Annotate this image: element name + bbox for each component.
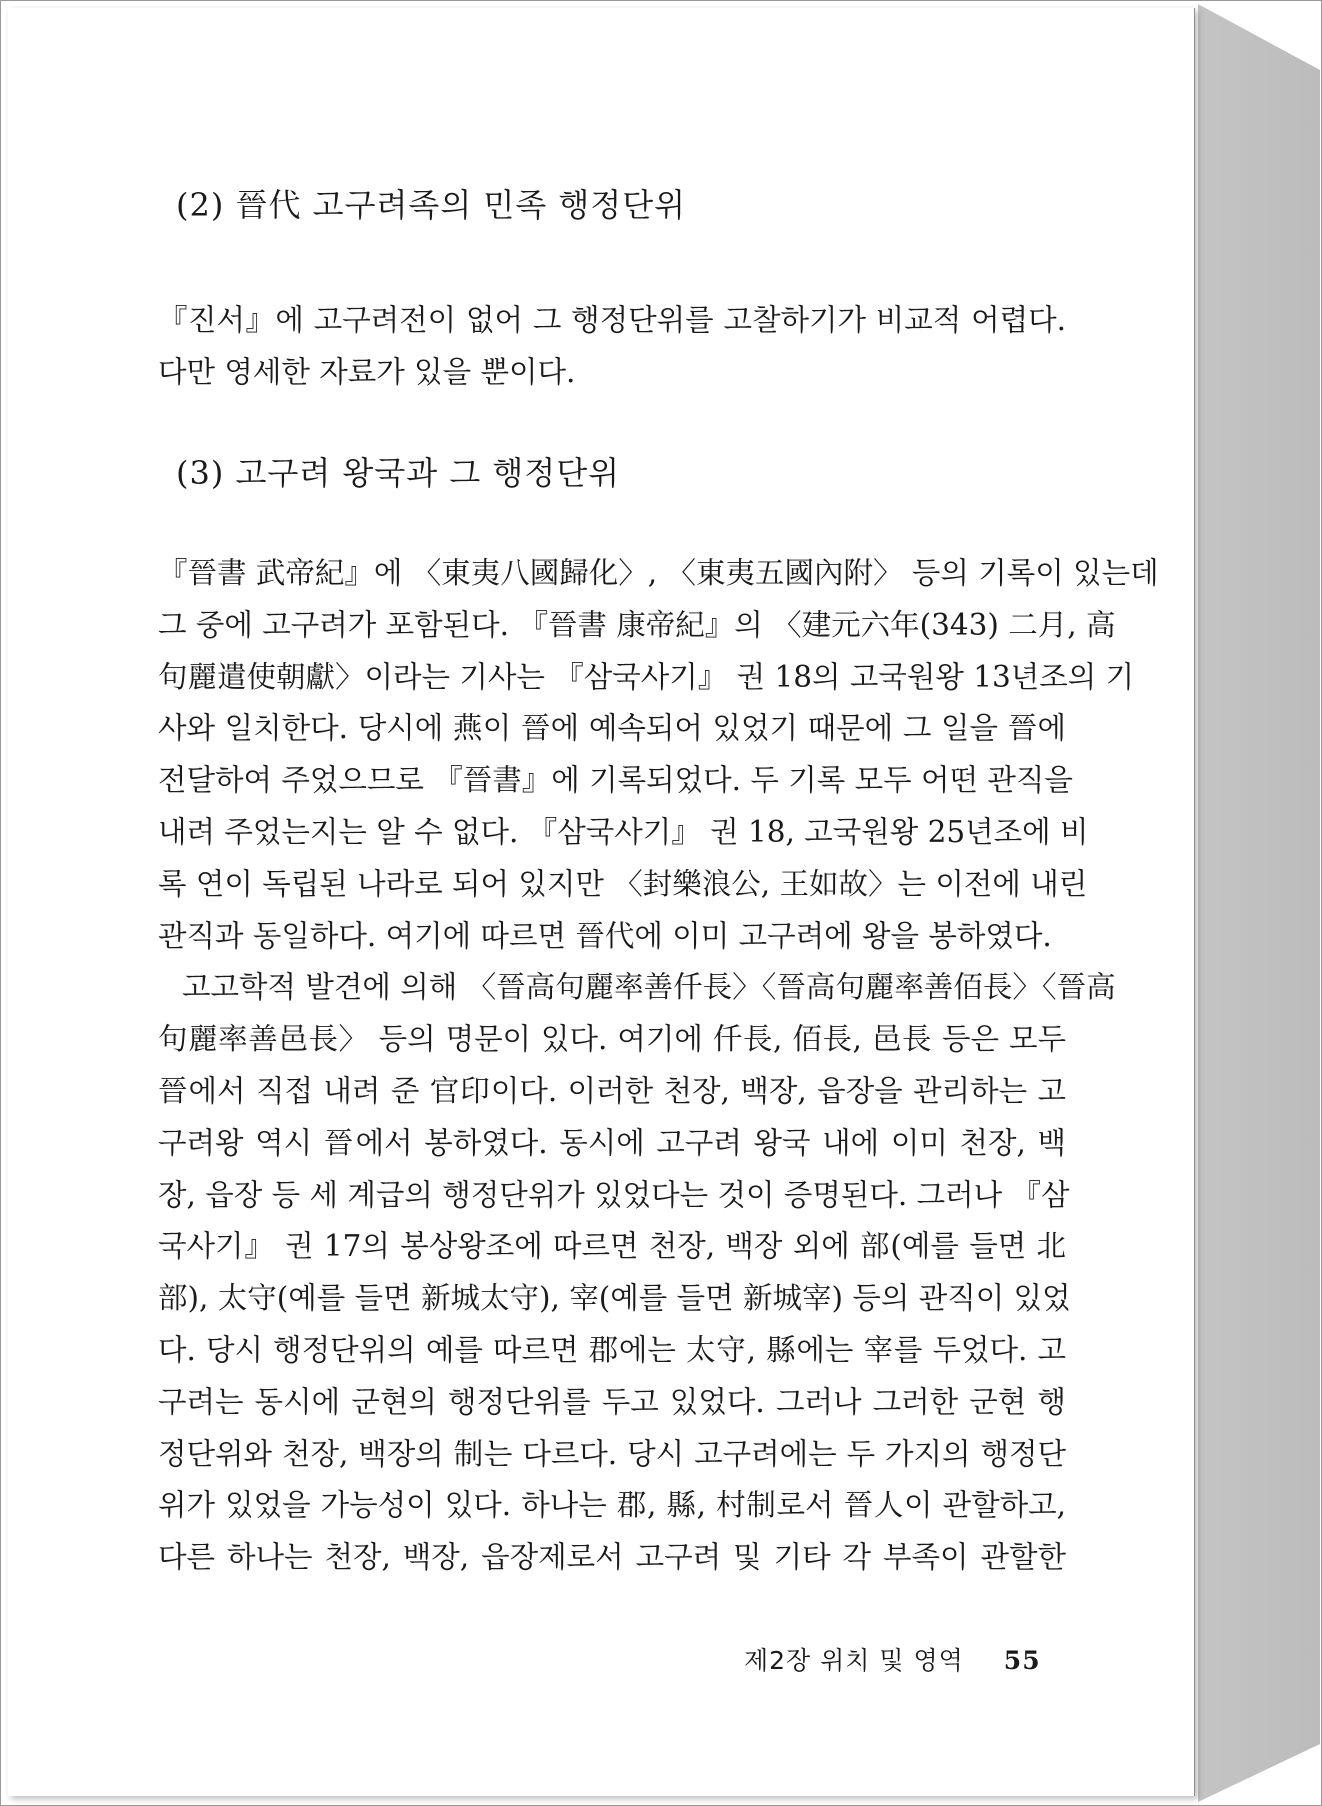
text-line: 고고학적 발견에 의해 〈晉高句麗率善仟長〉〈晉高句麗率善佰長〉〈晉高 bbox=[182, 970, 1116, 1005]
text-line: 『진서』에 고구려전이 없어 그 행정단위를 고찰하기가 비교적 어렵다. bbox=[158, 303, 1066, 337]
text-line: 전달하여 주었으므로 『晉書』에 기록되었다. 두 기록 모두 어떤 관직을 bbox=[158, 763, 1073, 798]
text-line: 部), 太守(예를 들면 新城太守), 宰(예를 들면 新城宰) 등의 관직이 있었 bbox=[158, 1281, 1071, 1316]
text-line: 다른 하나는 천장, 백장, 읍장제로서 고구려 및 기타 각 부족이 관할한 bbox=[158, 1540, 1066, 1575]
text-line: 句麗遣使朝獻〉이라는 기사는 『삼국사기』 권 18의 고국원왕 13년조의 기 bbox=[158, 659, 1135, 694]
section-3-paragraph-1 bbox=[158, 548, 1159, 1584]
text-line: 국사기』 권 17의 봉상왕조에 따르면 천장, 백장 외에 部(예를 들면 北 bbox=[158, 1229, 1066, 1264]
text-line: 다만 영세한 자료가 있을 뿐이다. bbox=[158, 354, 576, 389]
text-line: 『晉書 武帝紀』에 〈東夷八國歸化〉, 〈東夷五國內附〉 등의 기록이 있는데 bbox=[158, 556, 1159, 590]
text-line: 晉에서 직접 내려 준 官印이다. 이러한 천장, 백장, 읍장을 관리하는 고 bbox=[158, 1073, 1066, 1108]
text-line: 장, 읍장 등 세 계급의 행정단위가 있었다는 것이 증명된다. 그러나 『삼 bbox=[158, 1177, 1070, 1212]
text-line: 내려 주었는지는 알 수 없다. 『삼국사기』 권 18, 고국원왕 25년조에 비 bbox=[158, 814, 1089, 849]
text-line: 정단위와 천장, 백장의 制는 다르다. 당시 고구려에는 두 가지의 행정단 bbox=[158, 1436, 1066, 1471]
section-3-heading: (3) 고구려 왕국과 그 행정단위 bbox=[176, 454, 621, 492]
text-line: 관직과 동일하다. 여기에 따르면 晉代에 이미 고구려에 왕을 봉하였다. bbox=[158, 918, 1052, 953]
book-page bbox=[8, 8, 1195, 1796]
text-line: 위가 있었을 가능성이 있다. 하나는 郡, 縣, 村制로서 晉人이 관할하고, bbox=[158, 1488, 1066, 1523]
book-page-stack-edge bbox=[1198, 4, 1320, 1802]
section-2-heading: (2) 晉代 고구려족의 민족 행정단위 bbox=[176, 186, 687, 224]
section-2-paragraph bbox=[158, 295, 1066, 399]
text-line: 다. 당시 행정단위의 예를 따르면 郡에는 太守, 縣에는 宰를 두었다. 고 bbox=[158, 1332, 1066, 1367]
text-line: 록 연이 독립된 나라로 되어 있지만 〈封樂浪公, 王如故〉는 이전에 내린 bbox=[158, 866, 1088, 901]
page-number: 55 bbox=[1003, 1646, 1041, 1675]
text-line: 句麗率善邑長〉 등의 명문이 있다. 여기에 仟長, 佰長, 邑長 등은 모두 bbox=[158, 1022, 1066, 1057]
page-footer bbox=[744, 1641, 1041, 1677]
text-line: 그 중에 고구려가 포함된다. 『晉書 康帝紀』의 〈建元六年(343) 二月, 高 bbox=[158, 607, 1116, 642]
chapter-title: 제2장 위치 및 영역 bbox=[744, 1646, 964, 1675]
text-line: 사와 일치한다. 당시에 燕이 晉에 예속되어 있었기 때문에 그 일을 晉에 bbox=[158, 711, 1066, 746]
text-line: 구려왕 역시 晉에서 봉하였다. 동시에 고구려 왕국 내에 이미 천장, 백 bbox=[158, 1125, 1066, 1160]
text-line: 구려는 동시에 군현의 행정단위를 두고 있었다. 그러나 그러한 군현 행 bbox=[158, 1384, 1066, 1419]
